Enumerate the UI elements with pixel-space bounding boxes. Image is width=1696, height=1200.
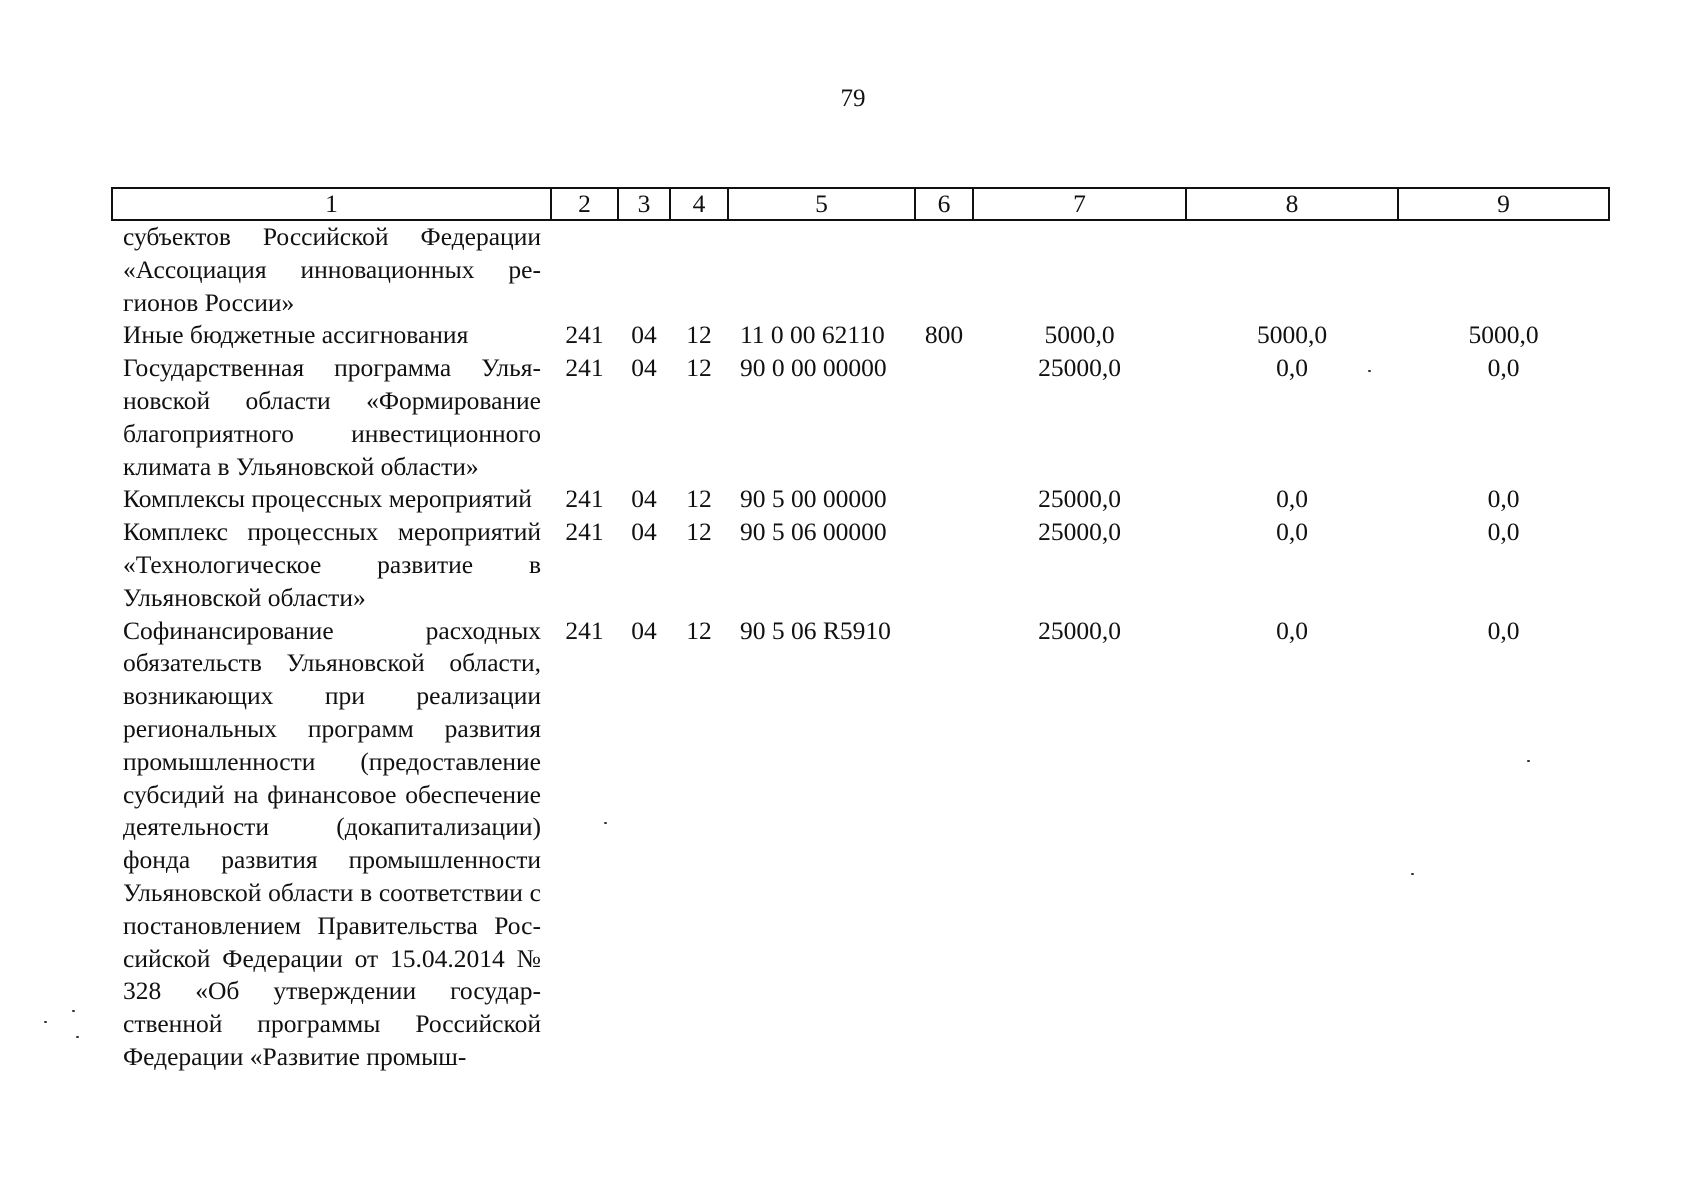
row-amount-1 (973, 220, 1186, 319)
row-ministry: 241 (565, 615, 604, 645)
row-section: 04 (631, 484, 657, 514)
row-amount-2 (1186, 220, 1398, 319)
table-row (112, 352, 1609, 483)
scan-speck (604, 822, 607, 824)
page-number: 79 (840, 85, 866, 112)
row-amount-2: 0,0 (1276, 615, 1308, 645)
scan-speck (1411, 873, 1414, 875)
row-amount-2: 0,0 (1276, 484, 1308, 514)
row-subsection: 12 (686, 320, 712, 350)
row-description: Комплекс процессных мероприятий «Технологическое развитие в Ульяновской области» (123, 517, 541, 612)
row-expense-type (915, 516, 973, 614)
row-amount-3: 0,0 (1487, 615, 1520, 645)
row-expense-type: 800 (924, 320, 964, 350)
header-col-9: 9 (1398, 188, 1609, 220)
row-description: Комплексы процессных мероприятий (123, 484, 532, 514)
row-expense-type (915, 220, 973, 319)
row-ministry: 241 (565, 353, 604, 383)
header-col-8: 8 (1186, 188, 1398, 220)
row-target-code: 90 5 00 00000 (740, 484, 887, 514)
row-ministry: 241 (565, 484, 604, 514)
row-target-code: 90 5 06 R5910 (740, 615, 891, 645)
scan-speck (1527, 760, 1530, 762)
budget-table (111, 187, 1610, 1074)
row-amount-3 (1398, 220, 1609, 319)
row-section: 04 (631, 517, 657, 547)
header-col-1: 1 (112, 188, 551, 220)
table-row (112, 220, 1609, 319)
row-amount-1: 5000,0 (1044, 320, 1115, 350)
row-amount-1: 25000,0 (1038, 517, 1121, 547)
row-amount-3: 0,0 (1487, 353, 1520, 383)
row-amount-2: 0,0 (1276, 517, 1308, 547)
row-amount-3: 0,0 (1487, 484, 1520, 514)
row-section: 04 (631, 353, 657, 383)
row-ministry: 241 (565, 320, 604, 350)
row-expense-type (915, 483, 973, 516)
row-amount-1: 25000,0 (1038, 484, 1121, 514)
table-row (112, 483, 1609, 516)
header-col-2: 2 (551, 188, 618, 220)
row-subsection: 12 (686, 353, 712, 383)
row-subsection: 12 (686, 484, 712, 514)
row-expense-type (915, 615, 973, 1074)
row-target-code: 90 0 00 00000 (740, 353, 887, 383)
header-col-4: 4 (670, 188, 728, 220)
row-target-code: 90 5 06 00000 (740, 517, 887, 547)
row-amount-1: 25000,0 (1038, 615, 1121, 645)
header-col-3: 3 (618, 188, 670, 220)
scan-speck (1368, 370, 1371, 372)
table-row (112, 516, 1609, 614)
scan-speck (44, 1021, 47, 1023)
row-amount-2: 5000,0 (1256, 320, 1328, 350)
row-section (618, 220, 670, 319)
row-expense-type (915, 352, 973, 483)
row-subsection (670, 220, 728, 319)
row-amount-1: 25000,0 (1038, 353, 1121, 383)
row-subsection: 12 (686, 517, 712, 547)
row-section: 04 (631, 615, 657, 645)
header-col-6: 6 (915, 188, 973, 220)
row-description: Государственная программа Ульяновской области «Формирование благоприятного инвестиционного климата в Ульяновской области» (123, 353, 541, 481)
row-target-code: 11 0 00 62110 (740, 320, 885, 350)
scan-speck (72, 1010, 75, 1012)
row-ministry: 241 (565, 517, 604, 547)
scan-speck (76, 1036, 79, 1038)
header-row (112, 188, 1609, 220)
row-section: 04 (631, 320, 657, 350)
row-ministry (551, 220, 618, 319)
row-amount-3: 5000,0 (1468, 320, 1539, 350)
header-col-7: 7 (973, 188, 1186, 220)
row-subsection: 12 (686, 615, 712, 645)
row-amount-3: 0,0 (1487, 517, 1520, 547)
table-row (112, 615, 1609, 1074)
row-target-code (728, 220, 915, 319)
row-description: Иные бюджетные ассигнования (123, 320, 469, 350)
header-col-5: 5 (728, 188, 915, 220)
row-amount-2: 0,0 (1276, 353, 1308, 383)
row-description: Софинансирование расходных обязательств Ульяновской области, возникающих при реализации региональных программ развития промышленности (предоставление субсидий на финансовое обеспечение деятельности (докапитализации) фонда развития промышленности Ульяновской области в соответствии с постановлением Правительства Российской Федерации от 15.04.2014 № 328 «Об утверждении государственной программы Российской Федерации «Развитие промыш- (123, 615, 541, 1071)
table-row (112, 319, 1609, 352)
row-description: субъектов Российской Федерации «Ассоциация инновационных регионов России» (123, 222, 541, 317)
